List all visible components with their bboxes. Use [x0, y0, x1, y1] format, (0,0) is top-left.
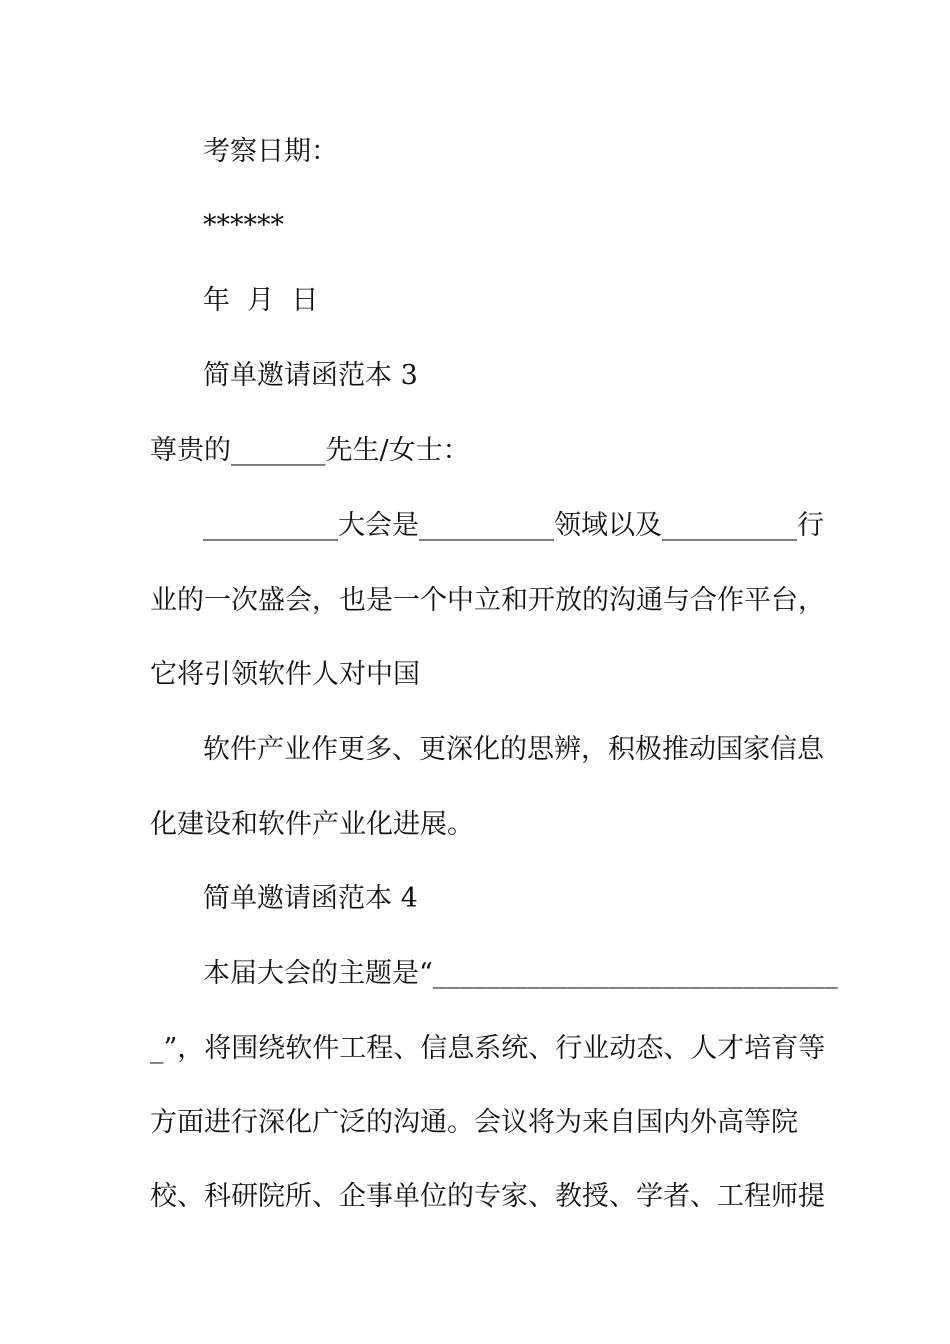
inspection-date-label: 考察日期： [203, 136, 338, 167]
paragraph-line: 软件产业作更多、更深化的思辨，积极推动国家信息 [203, 734, 824, 765]
paragraph-line: 它将引领软件人对中国 [150, 659, 420, 690]
paragraph-line: 校、科研院所、企事单位的专家、教授、学者、工程师提 [150, 1181, 825, 1212]
paragraph-line: _”，将围绕软件工程、信息系统、行业动态、人才培育等 [150, 1033, 826, 1064]
paragraph-line: 本届大会的主题是“______________________________ [203, 958, 838, 989]
paragraph-line: 方面进行深化广泛的沟通。会议将为来自国内外高等院 [150, 1107, 798, 1138]
salutation: 尊贵的_______先生/女士： [150, 435, 470, 466]
section-heading-3: 简单邀请函范本 3 [203, 360, 418, 391]
date-placeholder: 年 月 日 [203, 285, 319, 316]
paragraph-line: 业的一次盛会，也是一个中立和开放的沟通与合作平台， [150, 585, 825, 616]
masked-name: ****** [203, 210, 284, 241]
paragraph-line: 化建设和软件产业化进展。 [150, 809, 474, 840]
paragraph-line: __________大会是__________领域以及__________行 [203, 510, 824, 541]
section-heading-4: 简单邀请函范本 4 [203, 883, 418, 914]
